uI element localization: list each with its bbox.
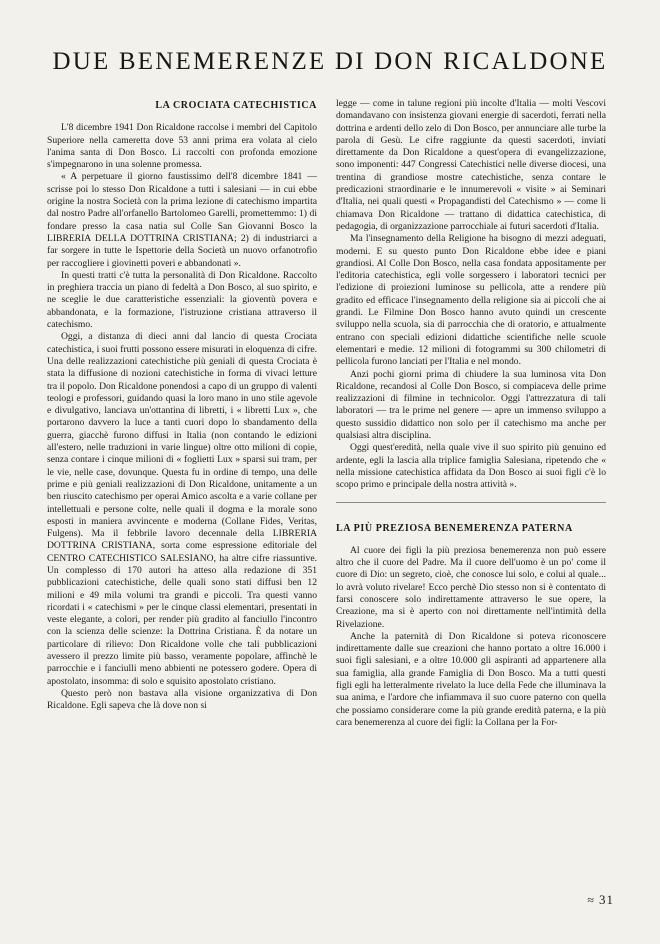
section-divider <box>336 502 606 503</box>
paragraph: Anzi pochi giorni prima di chiudere la sua luminosa vita Don Ricaldone, recandosi al Colle Don Bosco, si compiaceva delle prime realizzazioni di filmine in technicolor. Oggi l'attrezzatura di tali laboratori — tra le prime nel genere — apre un immenso sviluppo a questo sussidio didattico non solo per il catechismo ma anche per qualsiasi altra disciplina. <box>336 368 606 442</box>
page-title: DUE BENEMERENZE DI DON RICALDONE <box>52 48 608 75</box>
paragraph: Ma l'insegnamento della Religione ha bisogno di mezzi adeguati, moderni. E su questo punto Don Ricaldone ebbe idee e piani grandiosi. Al Colle Don Bosco, nella casa fondata appositamente per l'editoria catechistica, egli volle sorgessero i laboratori tecnici per l'edizione di proiezioni luminose su pellicola, atte a rendere più gradito ed efficace l'insegnamento della religione sia ai piccoli che ai grandi. Le Filmine Don Bosco hanno avuto quindi un crescente sviluppo nella scuola, sia di parrocchia che di oratorio, e attualmente entrano con speciali edizioni didattiche scientifiche nelle scuole elementari e medie. 12 milioni di fotogrammi su 300 chilometri di pellicola furono lanciati per l'Italia e nel mondo. <box>336 233 606 368</box>
paragraph: Al cuore dei figli la più preziosa benemerenza non può essere altro che il cuore del Padre. Ma il cuore dell'uomo è un po' come il cuore di Dio: un segreto, cioè, che conosce lui solo, e colui al quale... lo avrà voluto rivelare! Ecco perchè Dio stesso non si è contentato di farsi conoscere solo indirettamente attraverso le sue opere, la Creazione, ma si è aperto con noi direttamente nell'intimità della Rivelazione. <box>336 544 606 630</box>
page-number-text: 31 <box>599 892 614 907</box>
page-number <box>587 892 614 908</box>
section-heading-crociata: LA CROCIATA CATECHISTICA <box>155 100 317 111</box>
paragraph: Oggi, a distanza di dieci anni dal lancio di questa Crociata catechistica, i suoi frutti possono essere misurati in eloquenza di cifre. Una delle realizzazioni catechistiche più geniali di questa Crociata è stata la diffusione di nozioni catechistiche in forma di vivaci letture tra il popolo. Don Ricaldone ponendosi a capo di un gruppo di valenti teologi e professori, guidando quasi la loro mano in uno stile agevole e divulgativo, lanciava un'ottantina di libretti, i « libretti Lux », che portarono davvero la luce a tanti cuori dopo lo sbandamento della guerra, giacchè furono diffusi in Italia (non contando le edizioni all'estero, nelle traduzioni in varie lingue) oltre otto milioni di copie, senza contare i cinque milioni di « foglietti Lux » sparsi sui tram, per le vie, nelle case, dovunque. Questa fu in ordine di tempo, una delle prime e più geniali realizzazioni di Don Ricaldone, unitamente a un ben riuscito catechismo per operai Amico ascolta e a varie collane per intellettuali e persone colte, nelle quali il dogma e la morale sono esposti in maniera avvincente e moderna (Collane Fides, Veritas, Fulgens). Ma il febbrile lavoro decennale della LIBRERIA DOTTRINA CRISTIANA, sorta come espressione editoriale del CENTRO CATECHISTICO SALESIANO, ha altre cifre riassuntive. Un complesso di 170 autori ha atteso alla redazione di 351 pubblicazioni catechistiche, delle quali sono stati diffusi ben 12 milioni e 49 mila volumi tra grandi e piccoli. Tra questi vanno ricordati i « catechismi » per le cinque classi elementari, presentati in veste elegante, a colori, per render più gradito al fanciullo l'incontro con la scienza delle scienze: la Dottrina Cristiana. È da notare un particolare di rilievo: Don Ricaldone volle che tali pubblicazioni avessero il prezzo limite più basso, veramente popolare, affinchè le parrocchie e i fanciulli meno abbienti ne potessero godere. Opera di apostolato, insomma: di solo e squisito apostolato cristiano. <box>47 331 317 687</box>
paragraph: « A perpetuare il giorno faustissimo dell'8 dicembre 1841 — scrisse poi lo stesso Don Ricaldone a tutti i salesiani — in cui ebbe origine la nostra Società con la prima lezione di catechismo impartita dal nostro Padre all'orfanello Bartolomeo Garelli, promettemmo: 1) di fondare presso la casa natia sul Colle San Giovanni Bosco la LIBRERIA DELLA DOTTRINA CRISTIANA; 2) di industriarci a far sorgere in tutte le Ispettorie della Società un nuovo orfanotrofio per raccogliere i giovinetti poveri e abbandonati ». <box>47 171 317 269</box>
page-mark-icon: ≈ <box>587 893 595 907</box>
section-heading-benemerenza: LA PIÙ PREZIOSA BENEMERENZA PATERNA <box>336 522 573 534</box>
right-column <box>336 98 606 729</box>
paragraph: Anche la paternità di Don Ricaldone si poteva riconoscere indirettamente dalle sue creazioni che hanno portato a oltre 16.000 i suoi figli salesiani, e a oltre 10.000 gli aspiranti ad appartenere alla sua famiglia, alla grande Famiglia di Don Bosco. Ma a tutti questi figli egli ha letteralmente rivelato la luce della Fede che illuminava la sua anima, e l'ardore che infiammava il suo cuore paterno con quella che possiamo considerare come la più grande eredità paterna, e la più cara benemerenza al cuore dei figli: la Collana per la For- <box>336 630 606 728</box>
paragraph: Questo però non bastava alla visione organizzativa di Don Ricaldone. Egli sapeva che là dove non si <box>47 687 317 712</box>
paragraph: Oggi quest'eredità, nella quale vive il suo spirito più genuino ed ardente, egli la lascia alla triplice famiglia Salesiana, ripetendo che « nella missione catechistica affidata da Don Bosco ai suoi figli c'è lo scopo primo e principale della nostra attività ». <box>336 442 606 491</box>
left-column <box>47 100 317 713</box>
paragraph: legge — come in talune regioni più incolte d'Italia — molti Vescovi domandavano con insistenza giovani energie di sacerdoti, ferrati nella dottrina e ardenti dello zelo di Don Bosco, per annunciare alle turbe la parola di Gesù. Le cifre raggiunte da questi sacerdoti, inviati direttamente da Don Ricaldone a quest'opera di evangelizzazione, sono imponenti: 447 Congressi Catechistici nelle diverse diocesi, una trentina di grandiose mostre catechistiche, senza contare le predicazioni straordinarie e le innumerevoli « visite » ai Seminari d'Italia, nei quali questi « Propagandisti del Catechismo » — come li chiamava Don Ricaldone — trattano di didattica catechistica, di pedagogia, di organizzazione parrocchiale ai futuri sacerdoti d'Italia. <box>336 98 606 232</box>
paragraph: L'8 dicembre 1941 Don Ricaldone raccolse i membri del Capitolo Superiore nella cameretta dove 53 anni prima era volata al cielo l'anima santa di Don Bosco. Li raccolti con profonda emozione s'impegnarono in una solenne promessa. <box>47 122 317 171</box>
paragraph: In questi tratti c'è tutta la personalità di Don Ricaldone. Raccolto in preghiera traccia un piano di fedeltà a Don Bosco, al suo spirito, e ne sceglie le due caratteristiche essenziali: la gioventù povera e abbandonata, e la formazione, l'istruzione cristiana attraverso il catechismo. <box>47 269 317 331</box>
